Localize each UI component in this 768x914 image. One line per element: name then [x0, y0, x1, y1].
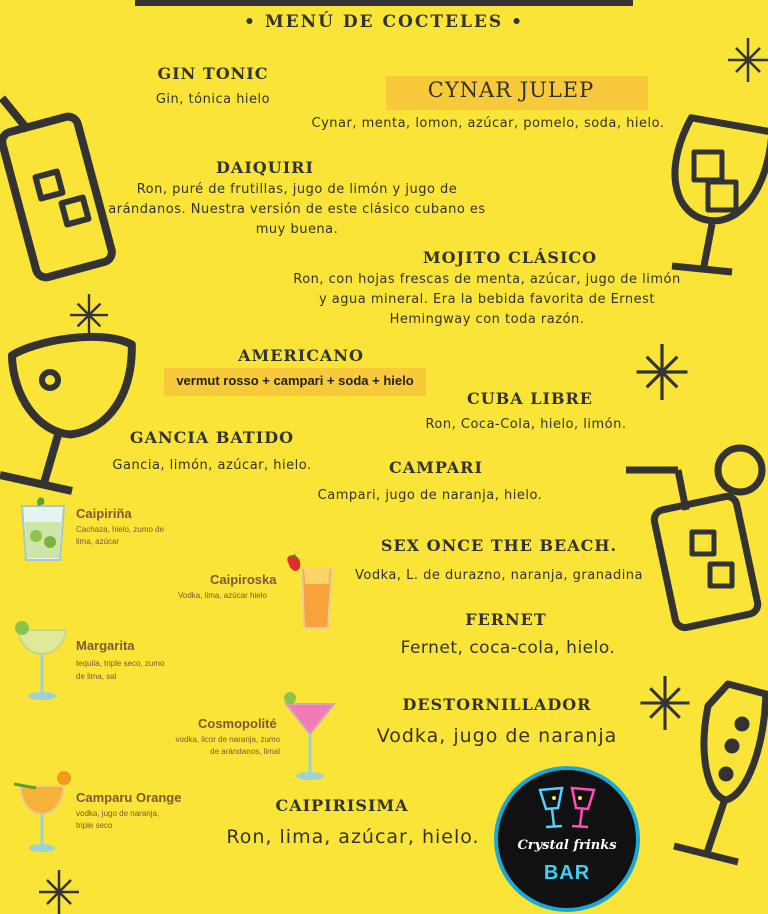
- caipiroska-desc: Vodka, lima, azúcar hielo: [178, 591, 267, 600]
- daiquiri-desc-2: arándanos. Nuestra versión de este clásico cubano es: [108, 202, 486, 217]
- fernet-desc: Fernet, coca-cola, hielo.: [400, 638, 616, 658]
- camparu-orange-name: Camparu Orange: [76, 790, 182, 805]
- americano-desc: vermut rosso + campari + soda + hielo: [176, 373, 414, 388]
- cuba-libre-name: CUBA LIBRE: [467, 389, 593, 408]
- destornillador-name: DESTORNILLADOR: [402, 695, 592, 714]
- caipirina-image: [18, 492, 68, 564]
- caipiroska-image: [284, 554, 336, 632]
- campari-desc: Campari, jugo de naranja, hielo.: [317, 488, 543, 503]
- caipiroska-name: Caipiroska: [210, 572, 277, 587]
- campari-name: CAMPARI: [389, 458, 483, 477]
- americano-name: AMERICANO: [238, 346, 364, 365]
- cynar-julep-desc: Cynar, menta, lomon, azúcar, pomelo, soda, hielo.: [311, 116, 665, 131]
- mojito-desc-1: Ron, con hojas frescas de menta, azúcar, jugo de limón: [293, 272, 681, 287]
- caipirina-name: Caipiriña: [76, 506, 132, 521]
- cosmopolite-desc-2: de arándanos, limal: [210, 747, 280, 756]
- toast-glasses-icon: [534, 784, 600, 834]
- menu-title: • MENÚ DE COCTELES •: [244, 12, 524, 32]
- daiquiri-name: DAIQUIRI: [216, 158, 314, 177]
- margarita-desc-2: de lima, sal: [76, 672, 117, 681]
- mojito-name: MOJITO CLÁSICO: [422, 248, 598, 267]
- gancia-name: GANCIA BATIDO: [129, 428, 295, 447]
- cynar-julep-name: CYNAR JULEP: [427, 78, 595, 102]
- gin-tonic-name: GIN TONIC: [157, 64, 269, 83]
- mojito-desc-3: Hemingway con toda razón.: [389, 312, 585, 327]
- destornillador-desc: Vodka, jugo de naranja: [376, 725, 618, 747]
- top-bar: [135, 0, 633, 6]
- cuba-libre-desc: Ron, Coca-Cola, hielo, limón.: [425, 417, 627, 432]
- sparkle-icon: [36, 870, 82, 914]
- gancia-desc: Gancia, limón, azúcar, hielo.: [112, 458, 312, 473]
- caipirisima-desc: Ron, lima, azúcar, hielo.: [226, 826, 480, 848]
- margarita-desc-1: tequila, triple seco, zumo: [76, 659, 165, 668]
- mojito-desc-2: y agua mineral. Era la bebida favorita de Ernest: [318, 292, 656, 307]
- sparkle-icon: [636, 344, 688, 400]
- badge-label: BAR: [543, 862, 591, 884]
- caipirina-desc-1: Cachaza, hielo, zumo de: [76, 525, 165, 534]
- wine-glass-icon: [652, 114, 768, 279]
- margarita-name: Margarita: [76, 638, 135, 653]
- sex-beach-name: SEX ONCE THE BEACH.: [380, 536, 618, 555]
- margarita-image: [14, 618, 70, 702]
- cosmopolite-desc-1: vodka, licor de naranja, zumo: [175, 735, 280, 744]
- camparu-orange-desc-1: vodka, jugo de naranja,: [76, 809, 160, 818]
- badge-name: Crystal frinks: [517, 838, 617, 853]
- caipirisima-name: CAIPIRISIMA: [275, 796, 409, 815]
- gin-tonic-desc: Gin, tónica hielo: [155, 92, 271, 107]
- sex-beach-desc: Vodka, L. de durazno, naranja, granadina: [354, 568, 644, 583]
- cosmopolite-image: [280, 690, 336, 782]
- camparu-orange-desc-2: triple seco: [76, 821, 113, 830]
- daiquiri-desc-1: Ron, puré de frutillas, jugo de limón y jugo de: [136, 182, 458, 197]
- cosmopolite-name: Cosmopolité: [198, 716, 277, 731]
- sparkle-icon: [728, 38, 768, 82]
- sparkle-icon: [640, 676, 690, 730]
- camparu-orange-image: [10, 770, 72, 854]
- caipirina-desc-2: lima, azúcar: [76, 537, 120, 546]
- bar-logo-badge: [494, 766, 640, 912]
- sparkle-icon: [70, 294, 108, 336]
- glass-with-straw-icon: [626, 440, 768, 632]
- fernet-name: FERNET: [465, 610, 547, 629]
- daiquiri-desc-3: muy buena.: [255, 222, 339, 237]
